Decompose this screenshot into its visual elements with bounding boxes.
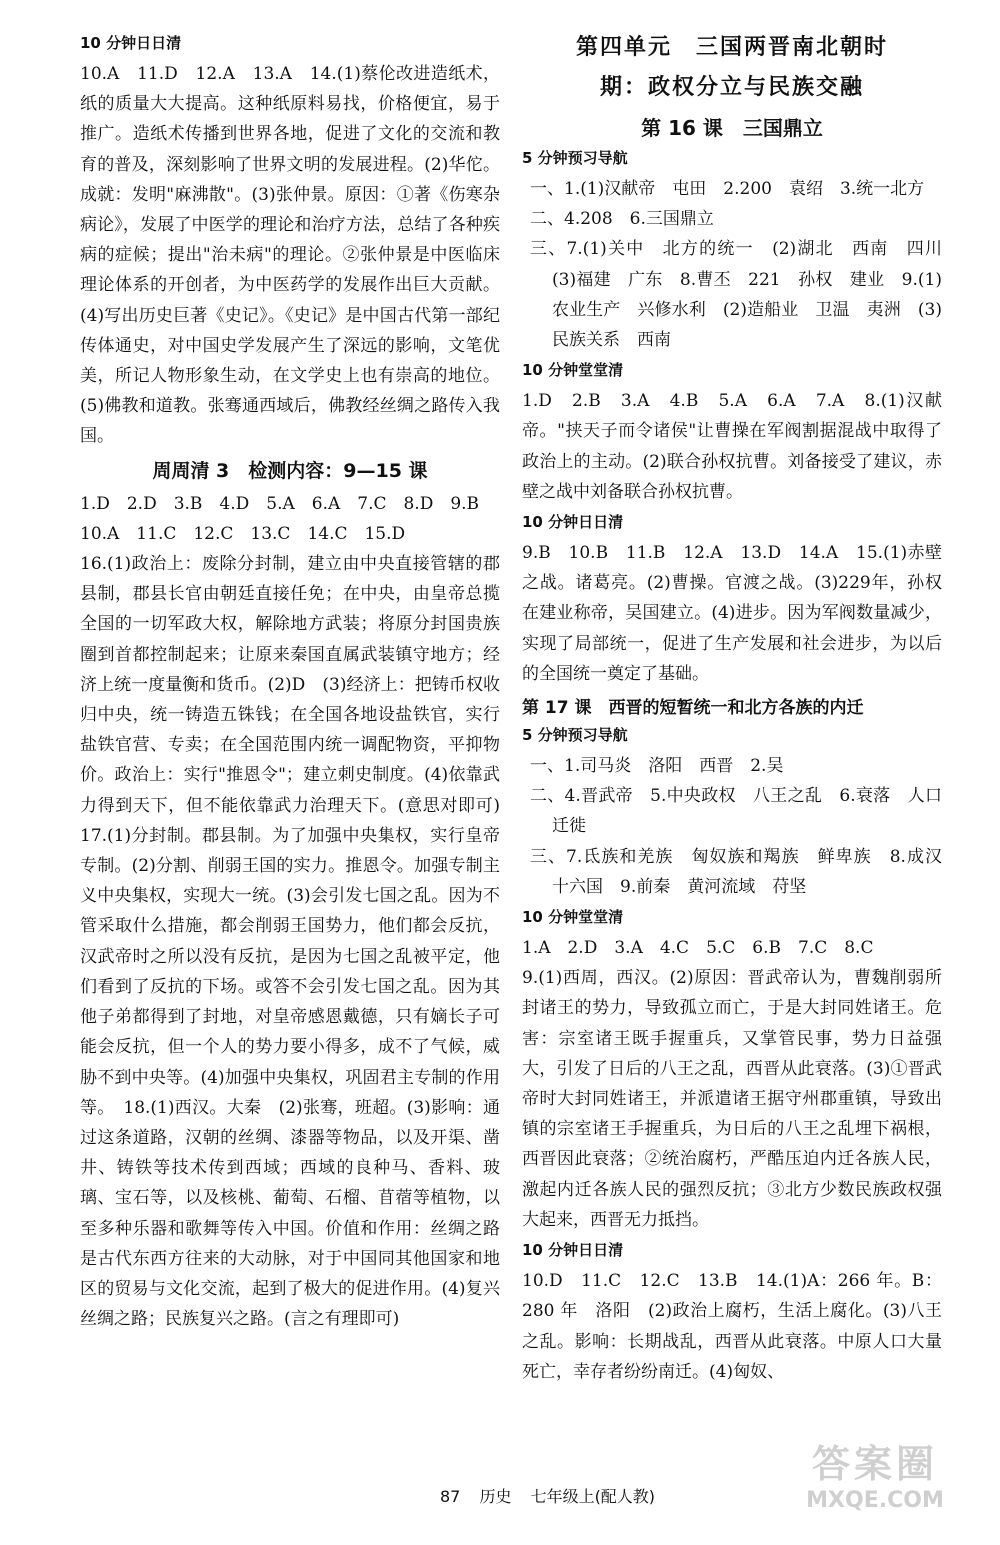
unit-title-continued: 期：政权分立与民族交融 [599, 75, 864, 100]
left-column [80, 28, 517, 1334]
answer-paragraph: 1.D 2.B 3.A 4.B 5.A 6.A 7.A 8.(1)汉献帝。"挟天子而令诸侯"让曹操在军阀割据混战中取得了政治上的主动。(2)联合孙权抗曹。刘备接受了建议，赤壁之战中刘备联合孙权抗曹。 [522, 391, 942, 502]
section-label: 5 分钟预习导航 [522, 726, 628, 745]
answer-paragraph: 10.D 11.C 12.C 13.B 14.(1)A：266 年。B：280 年 洛阳 (2)政治上腐朽，生活上腐化。(3)八王之乱。影响：长期战乱，西晋从此衰落。中原人口大量死亡，幸存者纷纷南迁。(4)匈奴、 [522, 1271, 942, 1382]
answer-item: 二、4.208 6.三国鼎立 [530, 209, 714, 230]
answer-item: 一、1.(1)汉献帝 屯田 2.200 袁绍 3.统一北方 [530, 179, 925, 199]
watermark-logo: 答案圈 MXQE.COM [806, 1442, 944, 1513]
section-label: 10 分钟日日清 [522, 1241, 624, 1260]
answer-line: 1.D 2.D 3.B 4.D 5.A 6.A 7.C 8.D 9.B [80, 493, 480, 514]
answer-item: 三、7.氐族和羌族 匈奴族和羯族 鲜卑族 8.成汉 十六国 9.前秦 黄河流域 苻坚 [530, 846, 959, 897]
section-label: 10 分钟堂堂清 [522, 361, 624, 380]
section-label: 10 分钟日日清 [522, 513, 624, 532]
unit-title: 第四单元 三国两晋南北朝时 [575, 35, 888, 60]
lesson-16-title: 第 16 课 三国鼎立 [641, 116, 823, 140]
section-label: 5 分钟预习导航 [522, 149, 628, 167]
grade-label: 七年级上(配人教) [530, 1487, 656, 1506]
lesson-17-title: 第 17 课 西晋的短暂统一和北方各族的内迁 [522, 698, 864, 719]
answer-line: 1.A 2.D 3.A 4.C 5.C 6.B 7.C 8.C [522, 938, 874, 959]
subject-label: 历史 [479, 1487, 512, 1506]
answer-item: 二、4.晋武帝 5.中央政权 八王之乱 6.衰落 人口迁徙 [530, 786, 942, 837]
answer-item: 一、1.司马炎 洛阳 西晋 2.吴 [530, 756, 784, 777]
answer-paragraph: 9.B 10.B 11.B 12.A 13.D 14.A 15.(1)赤壁之战。诸葛亮。(2)曹操。官渡之战。(3)229年，孙权在建业称帝，吴国建立。(4)进步。因为军阀数量减少，实现了局部统一，促进了生产发展和社会进步，为以后的全国统一奠定了基础。 [522, 543, 942, 684]
answer-line: 10.A 11.C 12.C 13.C 14.C 15.D [80, 523, 406, 544]
section-label: 10 分钟日日清 [80, 34, 182, 52]
section-label: 10 分钟堂堂清 [522, 908, 624, 927]
answer-paragraph: 9.(1)西周，西汉。(2)原因：晋武帝认为，曹魏削弱所封诸王的势力，导致孤立而亡，于是大封同姓诸王。危害：宗室诸王既手握重兵，又掌管民事，势力日益强大，引发了日后的八王之乱，西晋从此衰落。(3)①晋武帝时大封同姓诸王，并派遣诸王据守州郡重镇，导致出镇的宗室诸王手握重兵，为日后的八王之乱埋下祸根，西晋因此衰落；②统治腐朽，严酷压迫内迁各族人民，激起内迁各族人民的强烈反抗；③北方少数民族政权强大起来，西晋无力抵挡。 [522, 968, 942, 1230]
weekly-review-title: 周周清 3 检测内容：9—15 课 [152, 459, 428, 482]
page-number: 87 [440, 1487, 461, 1506]
answer-paragraph: 10.A 11.D 12.A 13.A 14.(1)蔡伦改进造纸术，纸的质量大大提高。这种纸原料易找，价格便宜，易于推广。造纸术传播到世界各地，促进了文化的交流和教育的普及，深刻影响了世界文明的发展进程。(2)华佗。成就：发明"麻沸散"。(3)张仲景。原因：①著《伤寒杂病论》，发展了中医学的理论和治疗方法，总结了各种疾病的症候；提出"治未病"的理论。②张仲景是中医临床理论体系的开创者，为中医药学的发展作出巨大贡献。(4)写出历史巨著《史记》。《史记》是中国古代第一部纪传体通史，对中国史学发展产生了深远的影响，文笔优美，所记人物形象生动，在文学史上也有崇高的地位。(5)佛教和道教。张骞通西域后，佛教经丝绸之路传入我国。 [80, 64, 500, 447]
answer-paragraph: 16.(1)政治上：废除分封制，建立由中央直接管辖的郡县制，郡县长官由朝廷直接任免；在中央，由皇帝总揽全国的一切军政大权，解除地方武装；将原分封国贵族圈到首都控制起来；让原来秦国直属武装镇守地方；经济上统一度量衡和货币。(2)D (3)经济上：把铸币权收归中央，统一铸造五铢钱；在全国各地设盐铁官，实行盐铁官营、专卖；在全国范围内统一调配物资，平抑物价。政治上：实行"推恩令"；建立刺史制度。(4)依靠武力得到天下，但不能依靠武力治理天下。(意思对即可) 17.(1)分封制。郡县制。为了加强中央集权，实行皇帝专制。(2)分割、削弱王国的实力。推恩令。加强专制主义中央集权，实现大一统。(3)会引发七国之乱。因为不管采取什么措施，都会削弱王国势力，他们都会反抗，汉武帝时之所以没有反抗，是因为七国之乱被平定，他们看到了反抗的下场。或答不会引发七国之乱。因为其他子弟都得到了封地，对皇帝感恩戴德，只有嫡长子可能会反抗，但一个人的势力要小得多，成不了气候，威胁不到中央等。(4)加强中央集权，巩固君主专制的作用等。 18.(1)西汉。大秦 (2)张骞，班超。(3)影响：通过这条道路，汉朝的丝绸、漆器等物品，以及开渠、凿井、铸铁等技术传到西域；西域的良种马、香料、玻璃、宝石等，以及核桃、葡萄、石榴、苜蓿等植物，以至多种乐器和歌舞等传入中国。价值和作用：丝绸之路是古代东西方往来的大动脉，对于中国同其他国家和地区的贸易与文化交流，起到了极大的促进作用。(4)复兴丝绸之路；民族复兴之路。(言之有理即可) [80, 554, 517, 1330]
answer-item: 三、7.(1)关中 北方的统一 (2)湖北 西南 四川 (3)福建 广东 8.曹丕 221 孙权 建业 9.(1)农业生产 兴修水利 (2)造船业 卫温 夷洲 (3)民族关系 西南 [530, 239, 959, 351]
right-column [522, 28, 959, 1387]
